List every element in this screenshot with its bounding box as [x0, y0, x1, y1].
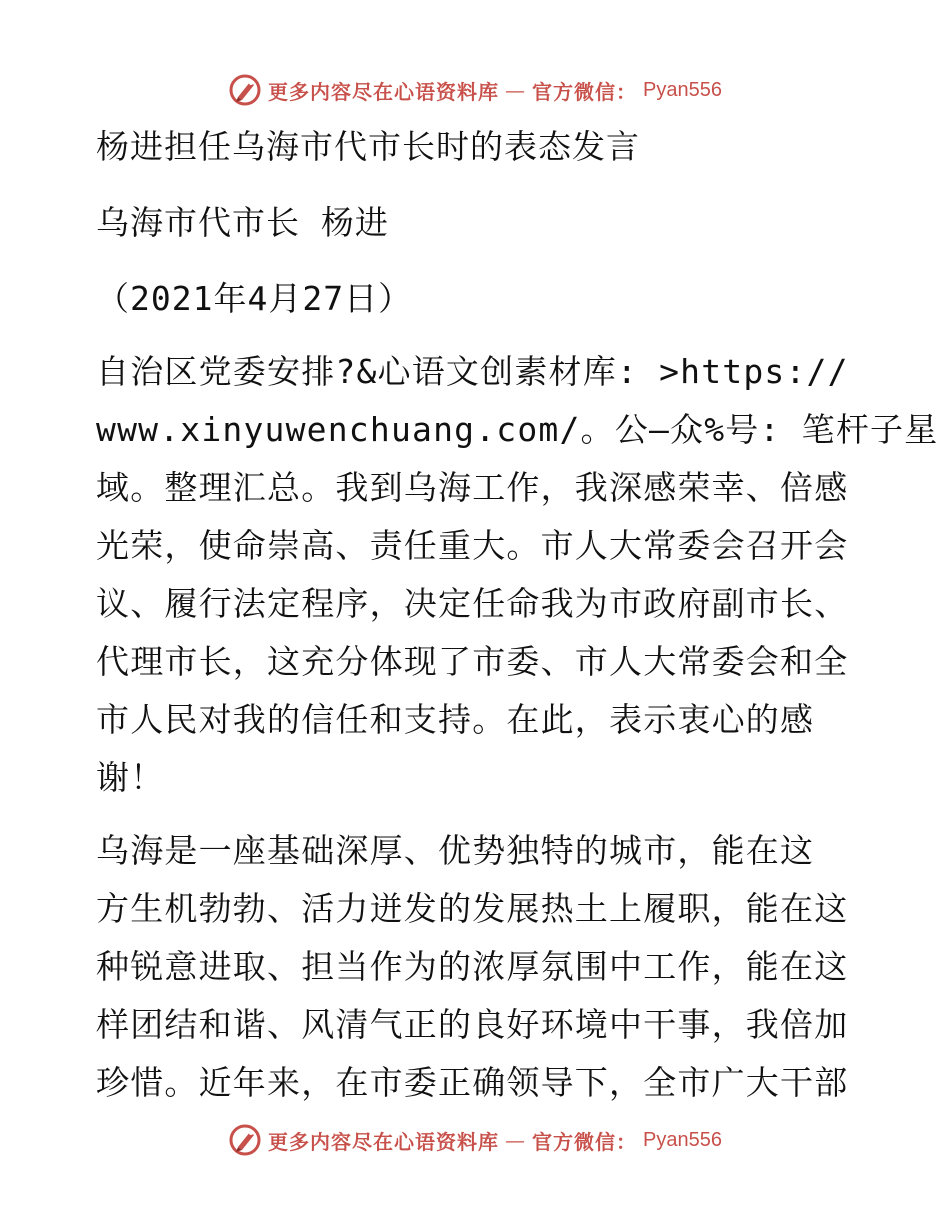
document-body: [96, 118, 939, 1112]
paragraph-line: 议、履行法定程序，决定任命我为市政府副市长、: [96, 584, 849, 623]
banner-dash: —: [505, 1128, 527, 1152]
banner-main-text: 更多内容尽在心语资料库: [268, 79, 500, 104]
banner-wechat-id: Pyan556: [643, 78, 722, 101]
banner-dash: —: [505, 78, 527, 102]
paragraph-line: 样团结和谐、风清气正的良好环境中干事，我倍加: [96, 1005, 849, 1044]
pen-logo-icon: [228, 73, 262, 107]
document-author: 乌海市代市长 杨进: [96, 203, 389, 242]
footer-banner: [0, 1120, 950, 1160]
document-title: 杨进担任乌海市代市长时的表态发言: [96, 127, 640, 166]
paragraph-line: 域。整理汇总。我到乌海工作，我深感荣幸、倍感: [96, 468, 849, 507]
paragraph-line: 自治区党委安排?&心语文创素材库: >https://: [96, 352, 849, 391]
paragraph-2: [96, 822, 856, 1112]
paragraph-line: 种锐意进取、担当作为的浓厚氛围中工作，能在这: [96, 947, 849, 986]
header-banner: [0, 70, 950, 110]
document-date: （2021年4月27日）: [96, 279, 413, 318]
paragraph-line: 市人民对我的信任和支持。在此，表示衷心的感: [96, 700, 815, 739]
paragraph-line: 谢！: [96, 758, 165, 797]
paragraph-line: 珍惜。近年来，在市委正确领导下，全市广大干部: [96, 1063, 849, 1102]
pen-logo-icon: [228, 1123, 262, 1157]
paragraph-line: www.xinyuwenchuang.com/。公—众%号: 笔杆子星: [96, 410, 939, 449]
banner-official-label: 官方微信：: [532, 1129, 638, 1154]
banner-wechat-id: Pyan556: [643, 1128, 722, 1151]
banner-main-text: 更多内容尽在心语资料库: [268, 1129, 500, 1154]
banner-official-label: 官方微信：: [532, 79, 638, 104]
paragraph-1: [96, 343, 939, 807]
paragraph-line: 代理市长，这充分体现了市委、市人大常委会和全: [96, 642, 849, 681]
paragraph-line: 方生机勃勃、活力迸发的发展热土上履职，能在这: [96, 889, 849, 928]
paragraph-line: 光荣，使命崇高、责任重大。市人大常委会召开会: [96, 526, 849, 565]
paragraph-line: 乌海是一座基础深厚、优势独特的城市，能在这: [96, 831, 815, 870]
